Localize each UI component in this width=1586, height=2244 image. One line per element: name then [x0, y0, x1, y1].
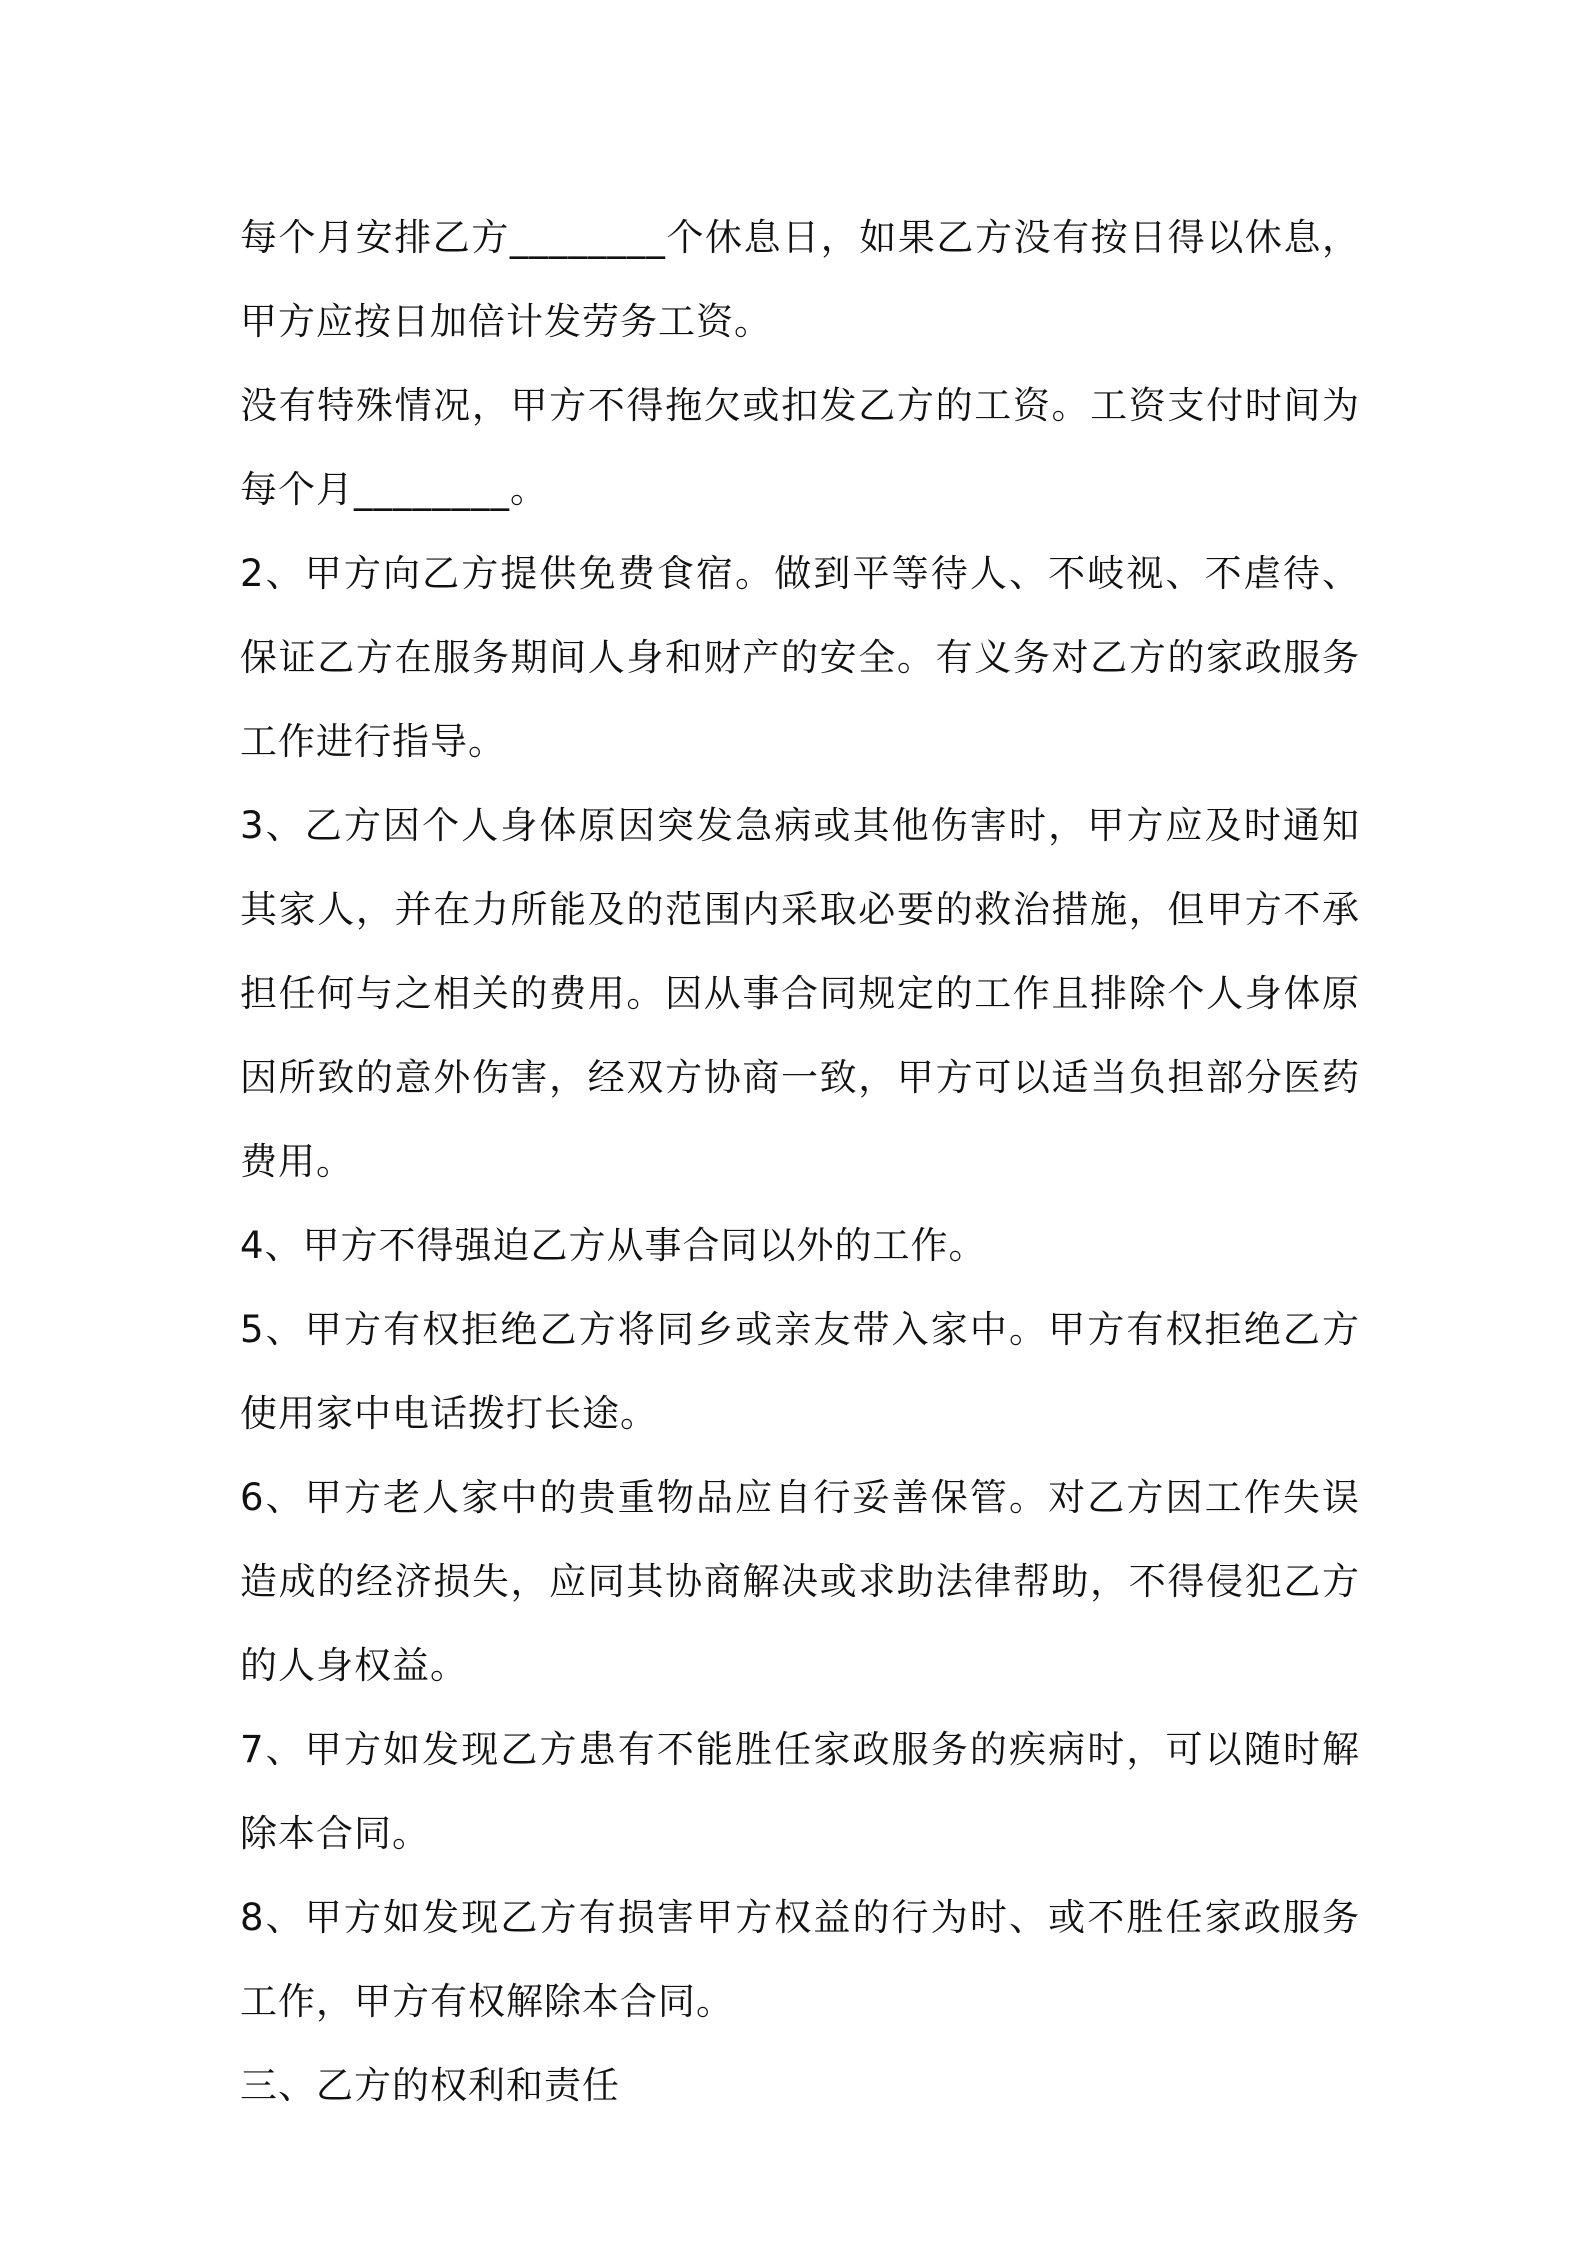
section-heading-party-b-rights: 三、乙方的权利和责任: [240, 2064, 620, 2107]
paragraph-clause-3: 3、乙方因个人身体原因突发急病或其他伤害时，甲方应及时通知其家人，并在力所能及的范围内采取必要的救治措施，但甲方不承担任何与之相关的费用。因从事合同规定的工作且排除个人身体原因所致的意外伤害，经双方协商一致，甲方可以适当负担部分医药费用。: [240, 804, 1360, 1183]
paragraph-clause-5: 5、甲方有权拒绝乙方将同乡或亲友带入家中。甲方有权拒绝乙方使用家中电话拨打长途。: [240, 1308, 1360, 1435]
document-body: [240, 196, 1360, 2128]
paragraph-clause-8: 8、甲方如发现乙方有损害甲方权益的行为时、或不胜任家政服务工作，甲方有权解除本合同。: [240, 1896, 1360, 2023]
paragraph-clause-4: 4、甲方不得强迫乙方从事合同以外的工作。: [240, 1224, 987, 1267]
paragraph-wage-payment: 没有特殊情况，甲方不得拖欠或扣发乙方的工资。工资支付时间为每个月________。: [240, 384, 1360, 511]
paragraph-clause-6: 6、甲方老人家中的贵重物品应自行妥善保管。对乙方因工作失误造成的经济损失，应同其协商解决或求助法律帮助，不得侵犯乙方的人身权益。: [240, 1476, 1360, 1687]
paragraph-clause-2: 2、甲方向乙方提供免费食宿。做到平等待人、不岐视、不虐待、保证乙方在服务期间人身和财产的安全。有义务对乙方的家政服务工作进行指导。: [240, 552, 1360, 763]
paragraph-clause-7: 7、甲方如发现乙方患有不能胜任家政服务的疾病时，可以随时解除本合同。: [240, 1728, 1360, 1855]
paragraph-rest-days: 每个月安排乙方________个休息日，如果乙方没有按日得以休息，甲方应按日加倍计发劳务工资。: [240, 216, 1360, 343]
